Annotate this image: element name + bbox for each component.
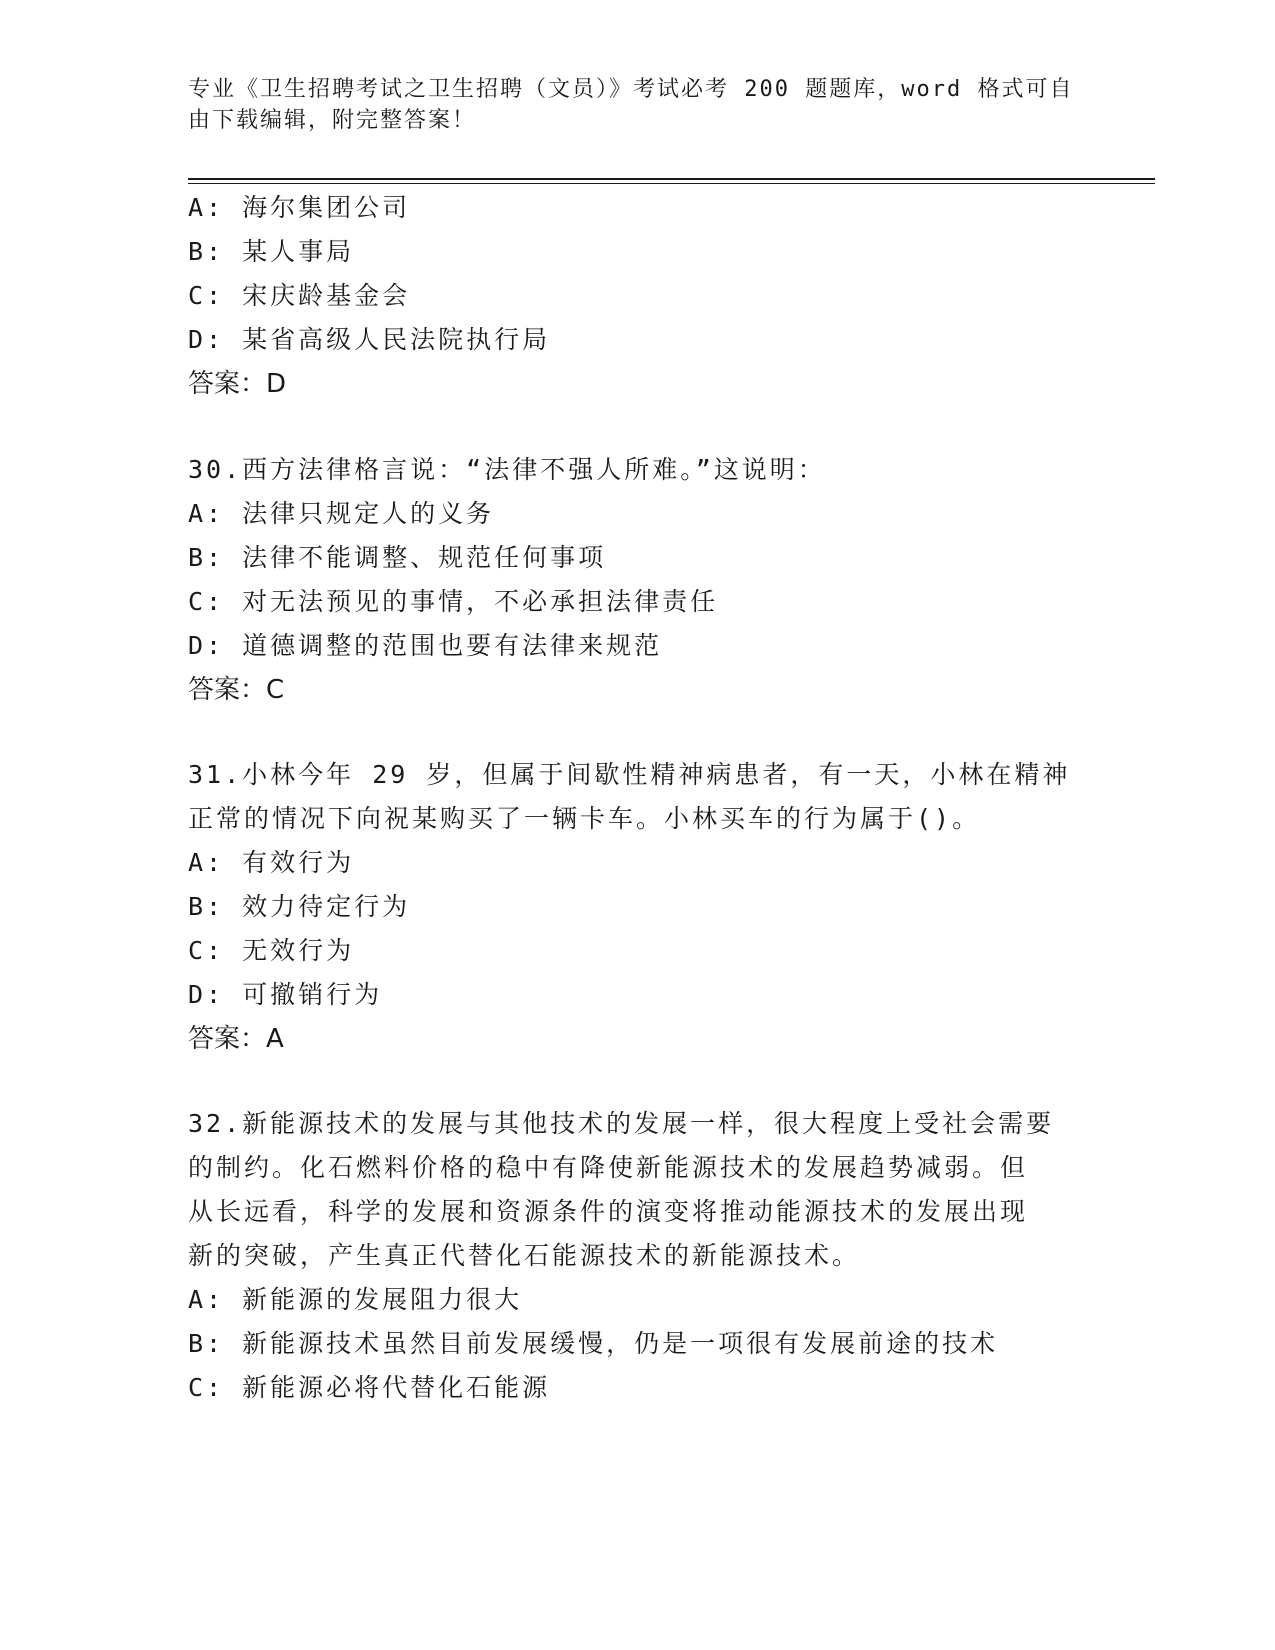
q31-option-c: C: 无效行为	[188, 936, 355, 965]
document-intro	[188, 74, 1088, 136]
q29-option-b: B: 某人事局	[188, 237, 355, 266]
q32-stem-line-4: 新的突破，产生真正代替化石能源技术的新能源技术。	[188, 1241, 861, 1270]
q32-stem-line-3: 从长远看，科学的发展和资源条件的演变将推动能源技术的发展出现	[188, 1197, 1029, 1226]
q30-answer: 答案：C	[188, 675, 285, 705]
q30-stem-line-1: 30.西方法律格言说：“法律不强人所难。”这说明：	[188, 455, 826, 484]
header-divider-thin	[188, 183, 1155, 184]
q32-option-c: C: 新能源必将代替化石能源	[188, 1373, 551, 1402]
q30-option-d: D: 道德调整的范围也要有法律来规范	[188, 631, 663, 660]
q29-option-a: A: 海尔集团公司	[188, 193, 411, 222]
q29-option-d: D: 某省高级人民法院执行局	[188, 325, 551, 354]
q32-stem-line-2: 的制约。化石燃料价格的稳中有降使新能源技术的发展趋势减弱。但	[188, 1153, 1029, 1182]
q31-stem-line-1: 31.小林今年 29 岁，但属于间歇性精神病患者，有一天，小林在精神	[188, 760, 1071, 789]
q32-option-b: B: 新能源技术虽然目前发展缓慢，仍是一项很有发展前途的技术	[188, 1329, 999, 1358]
q29-option-c: C: 宋庆龄基金会	[188, 281, 411, 310]
q31-option-b: B: 效力待定行为	[188, 892, 411, 921]
q31-stem-line-2: 正常的情况下向祝某购买了一辆卡车。小林买车的行为属于()。	[188, 804, 981, 833]
q30-option-b: B: 法律不能调整、规范任何事项	[188, 543, 607, 572]
q31-option-a: A: 有效行为	[188, 848, 355, 877]
q30-option-a: A: 法律只规定人的义务	[188, 499, 495, 528]
q31-answer: 答案：A	[188, 1024, 284, 1054]
q32-option-a: A: 新能源的发展阻力很大	[188, 1285, 523, 1314]
intro-line-2: 由下载编辑，附完整答案！	[188, 108, 477, 133]
header-divider-thick	[188, 178, 1155, 180]
intro-line-1: 专业《卫生招聘考试之卫生招聘（文员）》考试必考 200 题题库，word 格式可自	[188, 77, 1074, 102]
q30-option-c: C: 对无法预见的事情，不必承担法律责任	[188, 587, 719, 616]
q32-stem-line-1: 32.新能源技术的发展与其他技术的发展一样，很大程度上受社会需要	[188, 1109, 1055, 1138]
q29-answer: 答案：D	[188, 369, 287, 399]
q31-option-d: D: 可撤销行为	[188, 980, 383, 1009]
